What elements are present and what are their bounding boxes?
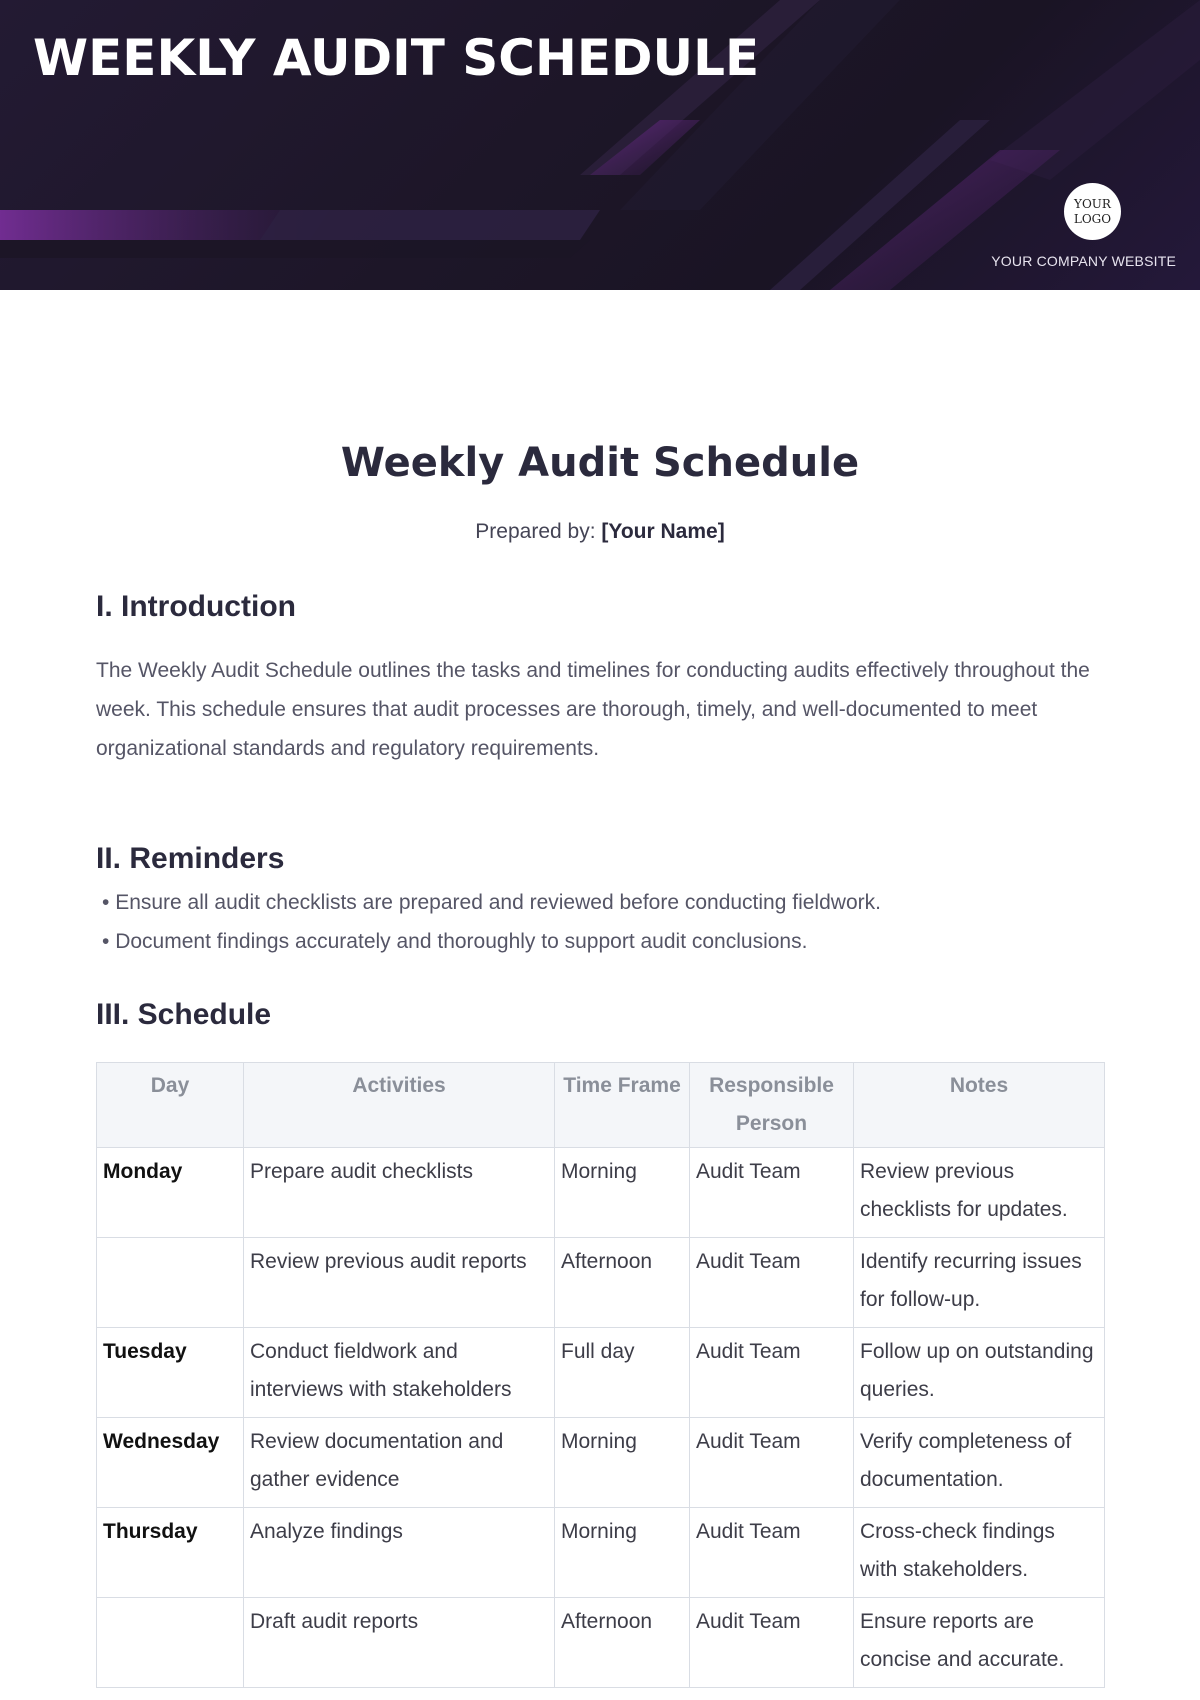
- prepared-by-label: Prepared by:: [475, 520, 596, 543]
- cell-time-frame: Morning: [555, 1148, 690, 1238]
- table-header-row: [97, 1063, 1105, 1148]
- cell-time-frame: Afternoon: [555, 1238, 690, 1328]
- cell-responsible: Audit Team: [690, 1598, 854, 1688]
- schedule-table: [96, 1062, 1105, 1688]
- cell-notes: Review previous checklists for updates.: [854, 1148, 1105, 1238]
- cell-day: [97, 1598, 244, 1688]
- cell-day: Wednesday: [97, 1418, 244, 1508]
- header-banner: [0, 0, 1200, 290]
- table-row: [97, 1328, 1105, 1418]
- reminders-list: [102, 883, 881, 961]
- table-row: [97, 1148, 1105, 1238]
- table-row: [97, 1598, 1105, 1688]
- cell-responsible: Audit Team: [690, 1238, 854, 1328]
- logo-text-line1: YOUR: [1074, 196, 1111, 211]
- cell-time-frame: Morning: [555, 1418, 690, 1508]
- table-row: [97, 1418, 1105, 1508]
- cell-activity: Draft audit reports: [244, 1598, 555, 1688]
- column-header-notes: Notes: [854, 1063, 1105, 1148]
- reminder-item: • Ensure all audit checklists are prepared and reviewed before conducting fieldwork.: [102, 883, 881, 922]
- cell-responsible: Audit Team: [690, 1418, 854, 1508]
- schedule-heading: III. Schedule: [96, 998, 272, 1031]
- column-header-day: Day: [97, 1063, 244, 1148]
- cell-day: Monday: [97, 1148, 244, 1238]
- cell-responsible: Audit Team: [690, 1328, 854, 1418]
- introduction-text: The Weekly Audit Schedule outlines the tasks and timelines for conducting audits effectively throughout the week. This schedule ensures that audit processes are thorough, timely, and well-documented to meet organizational standards and regulatory requirements.: [96, 659, 1090, 760]
- cell-day: Thursday: [97, 1508, 244, 1598]
- cell-notes: Follow up on outstanding queries.: [854, 1328, 1105, 1418]
- column-header-time-frame: Time Frame: [555, 1063, 690, 1148]
- table-row: [97, 1238, 1105, 1328]
- banner-title: WEEKLY AUDIT SCHEDULE: [33, 29, 760, 87]
- prepared-by: [0, 520, 1200, 544]
- cell-responsible: Audit Team: [690, 1148, 854, 1238]
- cell-day: Tuesday: [97, 1328, 244, 1418]
- cell-activity: Analyze findings: [244, 1508, 555, 1598]
- cell-notes: Cross-check findings with stakeholders.: [854, 1508, 1105, 1598]
- introduction-heading: I. Introduction: [96, 590, 296, 623]
- company-logo: [1064, 183, 1121, 240]
- cell-time-frame: Morning: [555, 1508, 690, 1598]
- prepared-by-name: [Your Name]: [601, 520, 725, 543]
- column-header-responsible-person: Responsible Person: [690, 1063, 854, 1148]
- company-website: YOUR COMPANY WEBSITE: [991, 253, 1176, 269]
- cell-notes: Identify recurring issues for follow-up.: [854, 1238, 1105, 1328]
- cell-activity: Review documentation and gather evidence: [244, 1418, 555, 1508]
- cell-responsible: Audit Team: [690, 1508, 854, 1598]
- cell-day: [97, 1238, 244, 1328]
- logo-text-line2: LOGO: [1073, 211, 1112, 226]
- cell-activity: Conduct fieldwork and interviews with stakeholders: [244, 1328, 555, 1418]
- table-row: [97, 1508, 1105, 1598]
- reminder-item: • Document findings accurately and thoroughly to support audit conclusions.: [102, 922, 881, 961]
- cell-activity: Prepare audit checklists: [244, 1148, 555, 1238]
- cell-notes: Verify completeness of documentation.: [854, 1418, 1105, 1508]
- document-title: Weekly Audit Schedule: [340, 440, 860, 486]
- column-header-activities: Activities: [244, 1063, 555, 1148]
- cell-notes: Ensure reports are concise and accurate.: [854, 1598, 1105, 1688]
- cell-time-frame: Afternoon: [555, 1598, 690, 1688]
- reminders-heading: II. Reminders: [96, 842, 285, 875]
- cell-time-frame: Full day: [555, 1328, 690, 1418]
- cell-activity: Review previous audit reports: [244, 1238, 555, 1328]
